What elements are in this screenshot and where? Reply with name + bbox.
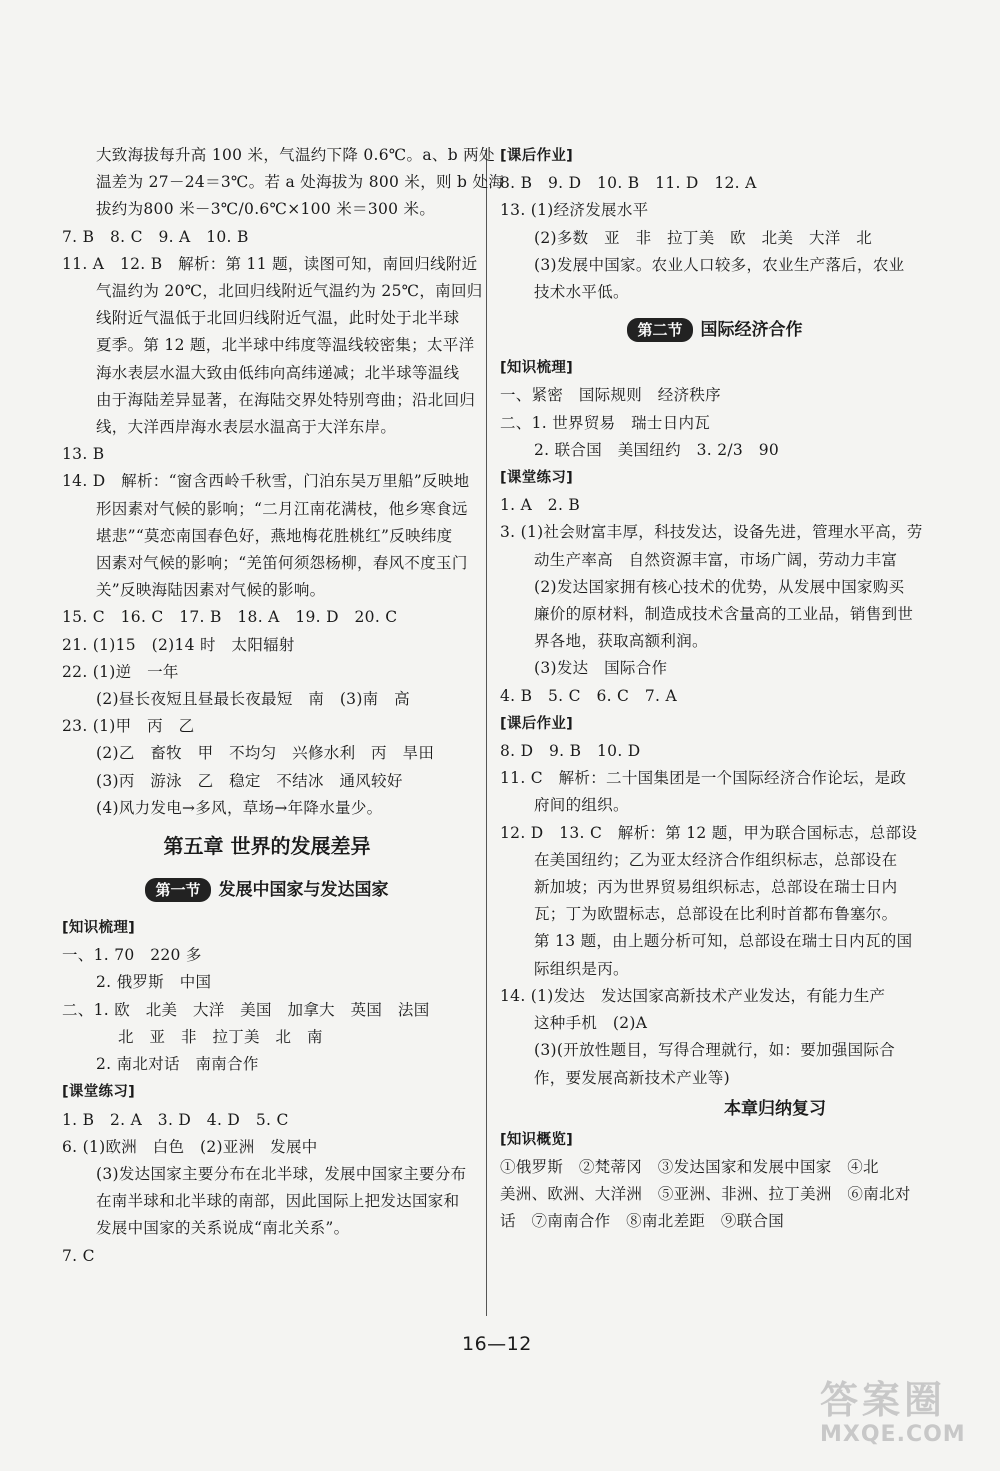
answer-line: 7. B 8. C 9. A 10. B — [62, 227, 249, 246]
answer-line: 11. A 12. B 解析：第 11 题，读图可知，南回归线附近 — [62, 254, 478, 273]
answer-line: 7. C — [62, 1246, 95, 1265]
text-line: 在美国纽约；乙为亚太经济合作组织标志，总部设在 — [534, 850, 898, 869]
answer-line: 8. B 9. D 10. B 11. D 12. A — [500, 174, 757, 193]
text-line: 作，要发展高新技术产业等) — [534, 1068, 730, 1087]
answer-line: 话 ⑦南南合作 ⑧南北差距 ⑨联合国 — [500, 1212, 785, 1231]
answer-line: 1. B 2. A 3. D 4. D 5. C — [62, 1110, 289, 1129]
chapter-title: 第五章 世界的发展差异 — [163, 834, 371, 859]
page-number: 16—12 — [462, 1333, 532, 1355]
review-title: 本章归纳复习 — [724, 1098, 826, 1119]
text-line: 关”反映海陆因素对气候的影响。 — [96, 581, 326, 600]
answer-line: 二、1. 欧 北美 大洋 美国 加拿大 英国 法国 — [62, 1000, 430, 1019]
subsection-tag: [课堂练习] — [500, 470, 574, 487]
left-column — [62, 142, 505, 1270]
text-line: (2)多数 亚 非 拉丁美 欧 北美 大洋 北 — [534, 228, 873, 247]
text-line: 在南半球和北半球的南部，因此国际上把发达国家和 — [96, 1192, 460, 1211]
answer-line: 8. D 9. B 10. D — [500, 742, 641, 761]
section-title: 发展中国家与发达国家 — [218, 880, 389, 901]
text-line: 2. 俄罗斯 中国 — [96, 973, 212, 992]
answer-line: 4. B 5. C 6. C 7. A — [500, 686, 678, 705]
text-line: 夏季。第 12 题，北半球中纬度等温线较密集；太平洋 — [96, 336, 475, 355]
subsection-tag: [课后作业] — [500, 715, 574, 732]
text-line: 这种手机 (2)A — [534, 1014, 648, 1033]
answer-line: 14. (1)发达 发达国家高新技术产业发达，有能力生产 — [500, 986, 886, 1005]
subsection-tag: [知识概览] — [500, 1131, 574, 1148]
section-heading — [500, 312, 930, 348]
answer-line: 13. B — [62, 445, 105, 464]
text-line: (4)风力发电→多风，草场→年降水量少。 — [96, 798, 383, 817]
right-column — [500, 142, 930, 1236]
text-line: 温差为 27－24＝3℃。若 a 处海拔为 800 米，则 b 处海 — [96, 173, 505, 192]
text-line: 形因素对气候的影响；“二月江南花满枝，他乡寒食远 — [96, 499, 468, 518]
answer-line: ①俄罗斯 ②梵蒂冈 ③发达国家和发展中国家 ④北 — [500, 1157, 879, 1176]
text-line: 海水表层水温大致由低纬向高纬递减；北半球等温线 — [96, 363, 460, 382]
answer-line: 美洲、欧洲、大洋洲 ⑤亚洲、非洲、拉丁美洲 ⑥南北对 — [500, 1185, 911, 1204]
text-line: (2)乙 畜牧 甲 不均匀 兴修水利 丙 旱田 — [96, 744, 435, 763]
text-line: (3)丙 游泳 乙 稳定 不结冰 通风较好 — [96, 771, 403, 790]
watermark-logo — [820, 1378, 970, 1448]
answer-line: 一、紧密 国际规则 经济秩序 — [500, 386, 721, 405]
text-line: (3)发达 国际合作 — [534, 659, 668, 678]
text-line: (3)发展中国家。农业人口较多，农业生产落后，农业 — [534, 255, 905, 274]
text-line: 动生产率高 自然资源丰富，市场广阔，劳动力丰富 — [534, 550, 898, 569]
subsection-tag: [知识梳理] — [500, 360, 574, 377]
subsection-tag: [知识梳理] — [62, 920, 136, 937]
answer-line: 11. C 解析：二十国集团是一个国际经济合作论坛，是政 — [500, 769, 907, 788]
answer-line: 1. A 2. B — [500, 496, 581, 515]
text-line: 技术水平低。 — [534, 283, 629, 302]
answer-line: 21. (1)15 (2)14 时 太阳辐射 — [62, 635, 295, 654]
section-badge: 第一节 — [145, 878, 210, 902]
answer-line: 23. (1)甲 丙 乙 — [62, 717, 195, 736]
answer-line: 15. C 16. C 17. B 18. A 19. D 20. C — [62, 608, 398, 627]
answer-line: 22. (1)逆 一年 — [62, 662, 179, 681]
subsection-tag: [课后作业] — [500, 148, 574, 164]
answer-line: 二、1. 世界贸易 瑞士日内瓦 — [500, 413, 711, 432]
text-line: 瓦；丁为欧盟标志，总部设在比利时首都布鲁塞尔。 — [534, 905, 898, 924]
text-line: 由于海陆差异显著，在海陆交界处特别弯曲；沿北回归 — [96, 390, 476, 409]
text-line: 线附近气温低于北回归线附近气温，此时处于北半球 — [96, 309, 460, 328]
answer-line: 一、1. 70 220 多 — [62, 946, 202, 965]
text-line: 发展中国家的关系说成“南北关系”。 — [96, 1219, 350, 1238]
text-line: 界各地，获取高额利润。 — [534, 632, 708, 651]
text-line: (3)(开放性题目，写得合理就行，如：要加强国际合 — [534, 1041, 896, 1060]
answer-line: 12. D 13. C 解析：第 12 题，甲为联合国标志，总部设 — [500, 823, 918, 842]
answer-line: 6. (1)欧洲 白色 (2)亚洲 发展中 — [62, 1137, 318, 1156]
answer-line: 14. D 解析：“窗含西岭千秋雪，门泊东吴万里船”反映地 — [62, 472, 470, 491]
watermark-url: MXQE.COM — [820, 1422, 966, 1447]
text-line: 新加坡；丙为世界贸易组织标志，总部设在瑞士日内 — [534, 878, 898, 897]
text-line: 大致海拔每升高 100 米，气温约下降 0.6℃。a、b 两处 — [96, 146, 495, 164]
text-line: 际组织是丙。 — [534, 959, 629, 978]
section-badge: 第二节 — [627, 318, 692, 342]
watermark-text: 答案圈 — [820, 1378, 947, 1422]
text-line: 2. 联合国 美国纽约 3. 2/3 90 — [534, 440, 780, 459]
text-line: 线，大洋西岸海水表层水温高于大洋东岸。 — [96, 418, 397, 437]
text-line: (3)发达国家主要分布在北半球，发展中国家主要分布 — [96, 1164, 467, 1183]
text-line: 廉价的原材料，制造成技术含量高的工业品，销售到世 — [534, 605, 914, 624]
section-title: 国际经济合作 — [700, 320, 803, 341]
text-line: 堪悲”“莫恋南国春色好，燕地梅花胜桃红”反映纬度 — [96, 526, 453, 545]
text-line: 府间的组织。 — [534, 796, 629, 815]
column-divider — [486, 148, 487, 1316]
text-line: 第 13 题，由上题分析可知，总部设在瑞士日内瓦的国 — [534, 932, 913, 951]
answer-line: 13. (1)经济发展水平 — [500, 201, 649, 220]
text-line: (2)昼长夜短且昼最长夜最短 南 (3)南 高 — [96, 690, 410, 709]
section-heading — [62, 872, 472, 908]
text-line: (2)发达国家拥有核心技术的优势，从发展中国家购买 — [534, 577, 905, 596]
subsection-tag: [课堂练习] — [62, 1084, 136, 1101]
text-line: 拔约为800 米－3℃/0.6℃×100 米＝300 米。 — [96, 200, 436, 219]
answer-line: 3. (1)社会财富丰厚，科技发达，设备先进，管理水平高，劳 — [500, 523, 923, 542]
text-line: 北 亚 非 拉丁美 北 南 — [118, 1027, 323, 1046]
text-line: 因素对气候的影响；“羌笛何须怨杨柳，春风不度玉门 — [96, 554, 468, 573]
text-line: 气温约为 20℃，北回归线附近气温约为 25℃，南回归 — [96, 282, 483, 301]
text-line: 2. 南北对话 南南合作 — [96, 1055, 259, 1074]
